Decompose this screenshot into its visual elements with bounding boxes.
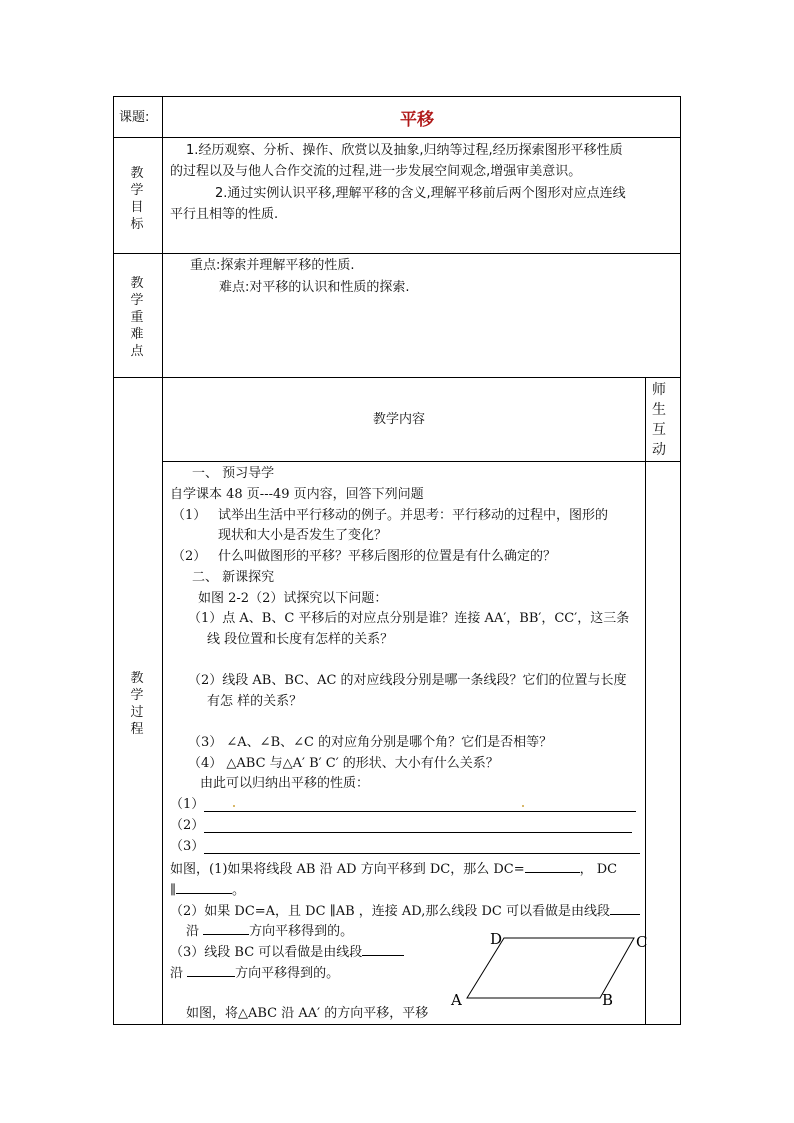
page-title: 平移 [400,110,434,130]
side-label-char: 教 [130,276,144,291]
side-label-char: 教 [130,671,144,686]
vertex-label-d: D [490,930,503,948]
probe-4: （4） △ABC 与△A′ B′ C′ 的形状、大小有什么关系？ [188,756,499,771]
side-label-char: 过 [130,705,144,720]
table-row-divider [113,253,681,254]
goal-line-2: 的过程以及与他人合作交流的过程,进一步发展空间观念,增强审美意识。 [170,164,582,179]
example-1-text-b: ， DC [579,862,618,877]
probe-2-line-2: 有怎 样的关系？ [207,694,303,709]
goal-line-1: 1.经历观察、分析、操作、欣赏以及抽象,归纳等过程,经历探索图形平移性质 [186,143,623,158]
final-line: 如图，将△ABC 沿 AA′ 的方向平移，平移 [186,1006,429,1021]
content-header-divider [162,461,681,462]
parallelogram-figure [440,925,650,1010]
example-3-blank-b [187,964,235,977]
table-row-divider [113,377,681,378]
property-3-blank [204,853,640,854]
side-label-char: 生 [652,402,666,418]
side-label-char: 学 [130,293,144,308]
example-1-line-1 [170,860,617,878]
content-header: 教学内容 [373,412,426,427]
example-3-blank-a [362,943,404,956]
property-2-label: （2） [170,818,205,833]
property-1-blank [204,811,636,812]
mark-dot [233,805,235,807]
section-2-title: 二、 新课探究 [192,570,275,585]
table-top-border [113,96,681,97]
question-1-line-2: 现状和大小是否发生了变化？ [218,528,388,543]
section-1-intro: 自学课本 48 页---49 页内容，回答下列问题 [170,487,424,502]
goal-line-3: 2.通过实例认识平移,理解平移的含义,理解平移前后两个图形对应点连线 [215,186,626,201]
mark-dot [522,805,524,807]
side-label-char: 难 [130,327,144,342]
question-1-number: （1） [172,508,207,523]
probe-2-line-1: （2）线段 AB、BC、AC 的对应线段分别是哪一条线段？它们的位置与长度 [188,673,627,688]
summary-prompt: 由此可以归纳出平移的性质： [200,776,370,791]
property-2-blank [204,832,632,833]
property-3-label: （3） [170,839,205,854]
example-3-text: （3）线段 BC 可以看做是由线段 [170,945,363,960]
key-point: 重点:探索并理解平移的性质. [190,258,355,273]
example-1-end: 。 [232,883,246,898]
example-3-line-1 [170,943,404,961]
goal-line-4: 平行且相等的性质. [170,207,279,222]
table-row-divider [113,137,681,138]
table-left-border [113,96,114,1025]
example-1-blank-b [176,881,232,894]
side-label-char: 学 [130,183,144,198]
vertex-label-b: B [602,991,614,1009]
example-2-along: 沿 [186,924,204,939]
example-2-blank-a [610,902,640,915]
side-label-char: 互 [652,422,666,438]
side-label-char: 教 [130,166,144,181]
question-2-number: （2） [172,549,207,564]
example-2-text: （2）如果 DC=A，且 DC ∥AB ，连接 AD,那么线段 DC 可以看做是由线段 [170,904,611,919]
lesson-label: 课题: [119,110,150,125]
vertex-label-a: A [451,991,462,1009]
difficulty-point: 难点:对平移的认识和性质的探索. [219,280,410,295]
vertex-label-c: C [636,933,648,951]
question-2-text: 什么叫做图形的平移？平移后图形的位置是有什么确定的？ [218,549,557,564]
example-3-along: 沿 [170,966,188,981]
label-column-divider [162,96,163,1025]
table-bottom-border [113,1024,681,1025]
side-label-char: 目 [130,200,144,215]
property-1-label: （1） [170,797,205,812]
example-2-line-2 [186,922,353,940]
example-1-text-a: 如图，(1)如果将线段 AB 沿 AD 方向平移到 DC，那么 DC= [170,862,525,877]
question-1-line-1: 试举出生活中平行移动的例子。并思考：平行移动的过程中，图形的 [218,508,609,523]
example-3-end: 方向平移得到的。 [235,966,340,981]
example-2-line-1 [170,902,640,920]
side-label-char: 程 [130,722,144,737]
example-2-blank-b [203,922,249,935]
example-3-line-2 [170,964,339,982]
section-1-title: 一、 预习导学 [192,466,275,481]
example-1-blank-a [525,860,580,873]
example-2-end: 方向平移得到的。 [249,924,354,939]
probe-3: （3） ∠A、∠B、∠C 的对应角分别是哪个角？它们是否相等？ [188,735,553,750]
side-label-char: 重 [130,310,144,325]
side-label-char: 点 [130,344,144,359]
probe-1-line-1: （1）点 A、B、C 平移后的对应点分别是谁？连接 AA′，BB′，CC′，这三条 [188,611,630,626]
example-1-parallel: ∥ [170,883,177,898]
side-label-char: 标 [130,217,144,232]
example-1-line-2 [170,881,245,899]
probe-1-line-2: 线 段位置和长度有怎样的关系？ [207,632,394,647]
side-label-char: 学 [130,688,144,703]
side-label-char: 师 [652,382,666,398]
side-label-char: 动 [652,442,666,458]
section-2-intro: 如图 2-2（2）试探究以下问题： [198,591,388,606]
table-right-border [680,96,681,1025]
